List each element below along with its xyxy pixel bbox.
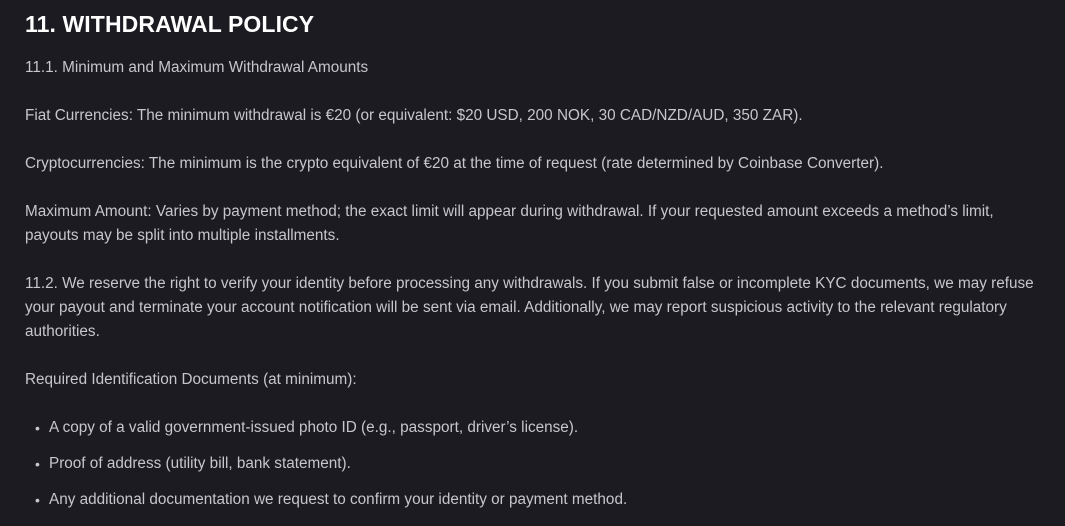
list-item-text: Any additional documentation we request to confirm your identity or payment method. [49,491,628,508]
bullet-icon: • [35,420,40,436]
crypto-minimum-paragraph: Cryptocurrencies: The minimum is the crypto equivalent of €20 at the time of request (rate determined by Coinbase Converter). [25,155,884,172]
identity-verification-paragraph: 11.2. We reserve the right to verify your identity before processing any withdrawals. If you submit false or incomplete KYC documents, we may refuse your payout and terminate your account notification will be sent via email. Additionally, we may report suspicious activity to the relevant regulatory authorities. [25,275,1034,340]
subsection-heading: 11.1. Minimum and Maximum Withdrawal Amounts [25,59,369,76]
maximum-amount-paragraph: Maximum Amount: Varies by payment method; the exact limit will appear during withdrawal. If your requested amount exceeds a method’s limit, payouts may be split into multiple installments. [25,203,994,244]
list-item-text: A copy of a valid government-issued photo ID (e.g., passport, driver’s license). [49,419,579,436]
fiat-minimum-paragraph: Fiat Currencies: The minimum withdrawal is €20 (or equivalent: $20 USD, 200 NOK, 30 CAD/NZD/AUD, 350 ZAR). [25,107,803,124]
section-title: 11. WITHDRAWAL POLICY [25,11,315,37]
bullet-icon: • [35,492,40,508]
list-item [35,488,1040,512]
bullet-icon: • [35,456,40,472]
list-item [35,452,1040,476]
list-item [35,416,1040,440]
documents-list [25,416,1040,512]
documents-heading: Required Identification Documents (at minimum): [25,371,357,388]
list-item-text: Proof of address (utility bill, bank statement). [49,455,351,472]
